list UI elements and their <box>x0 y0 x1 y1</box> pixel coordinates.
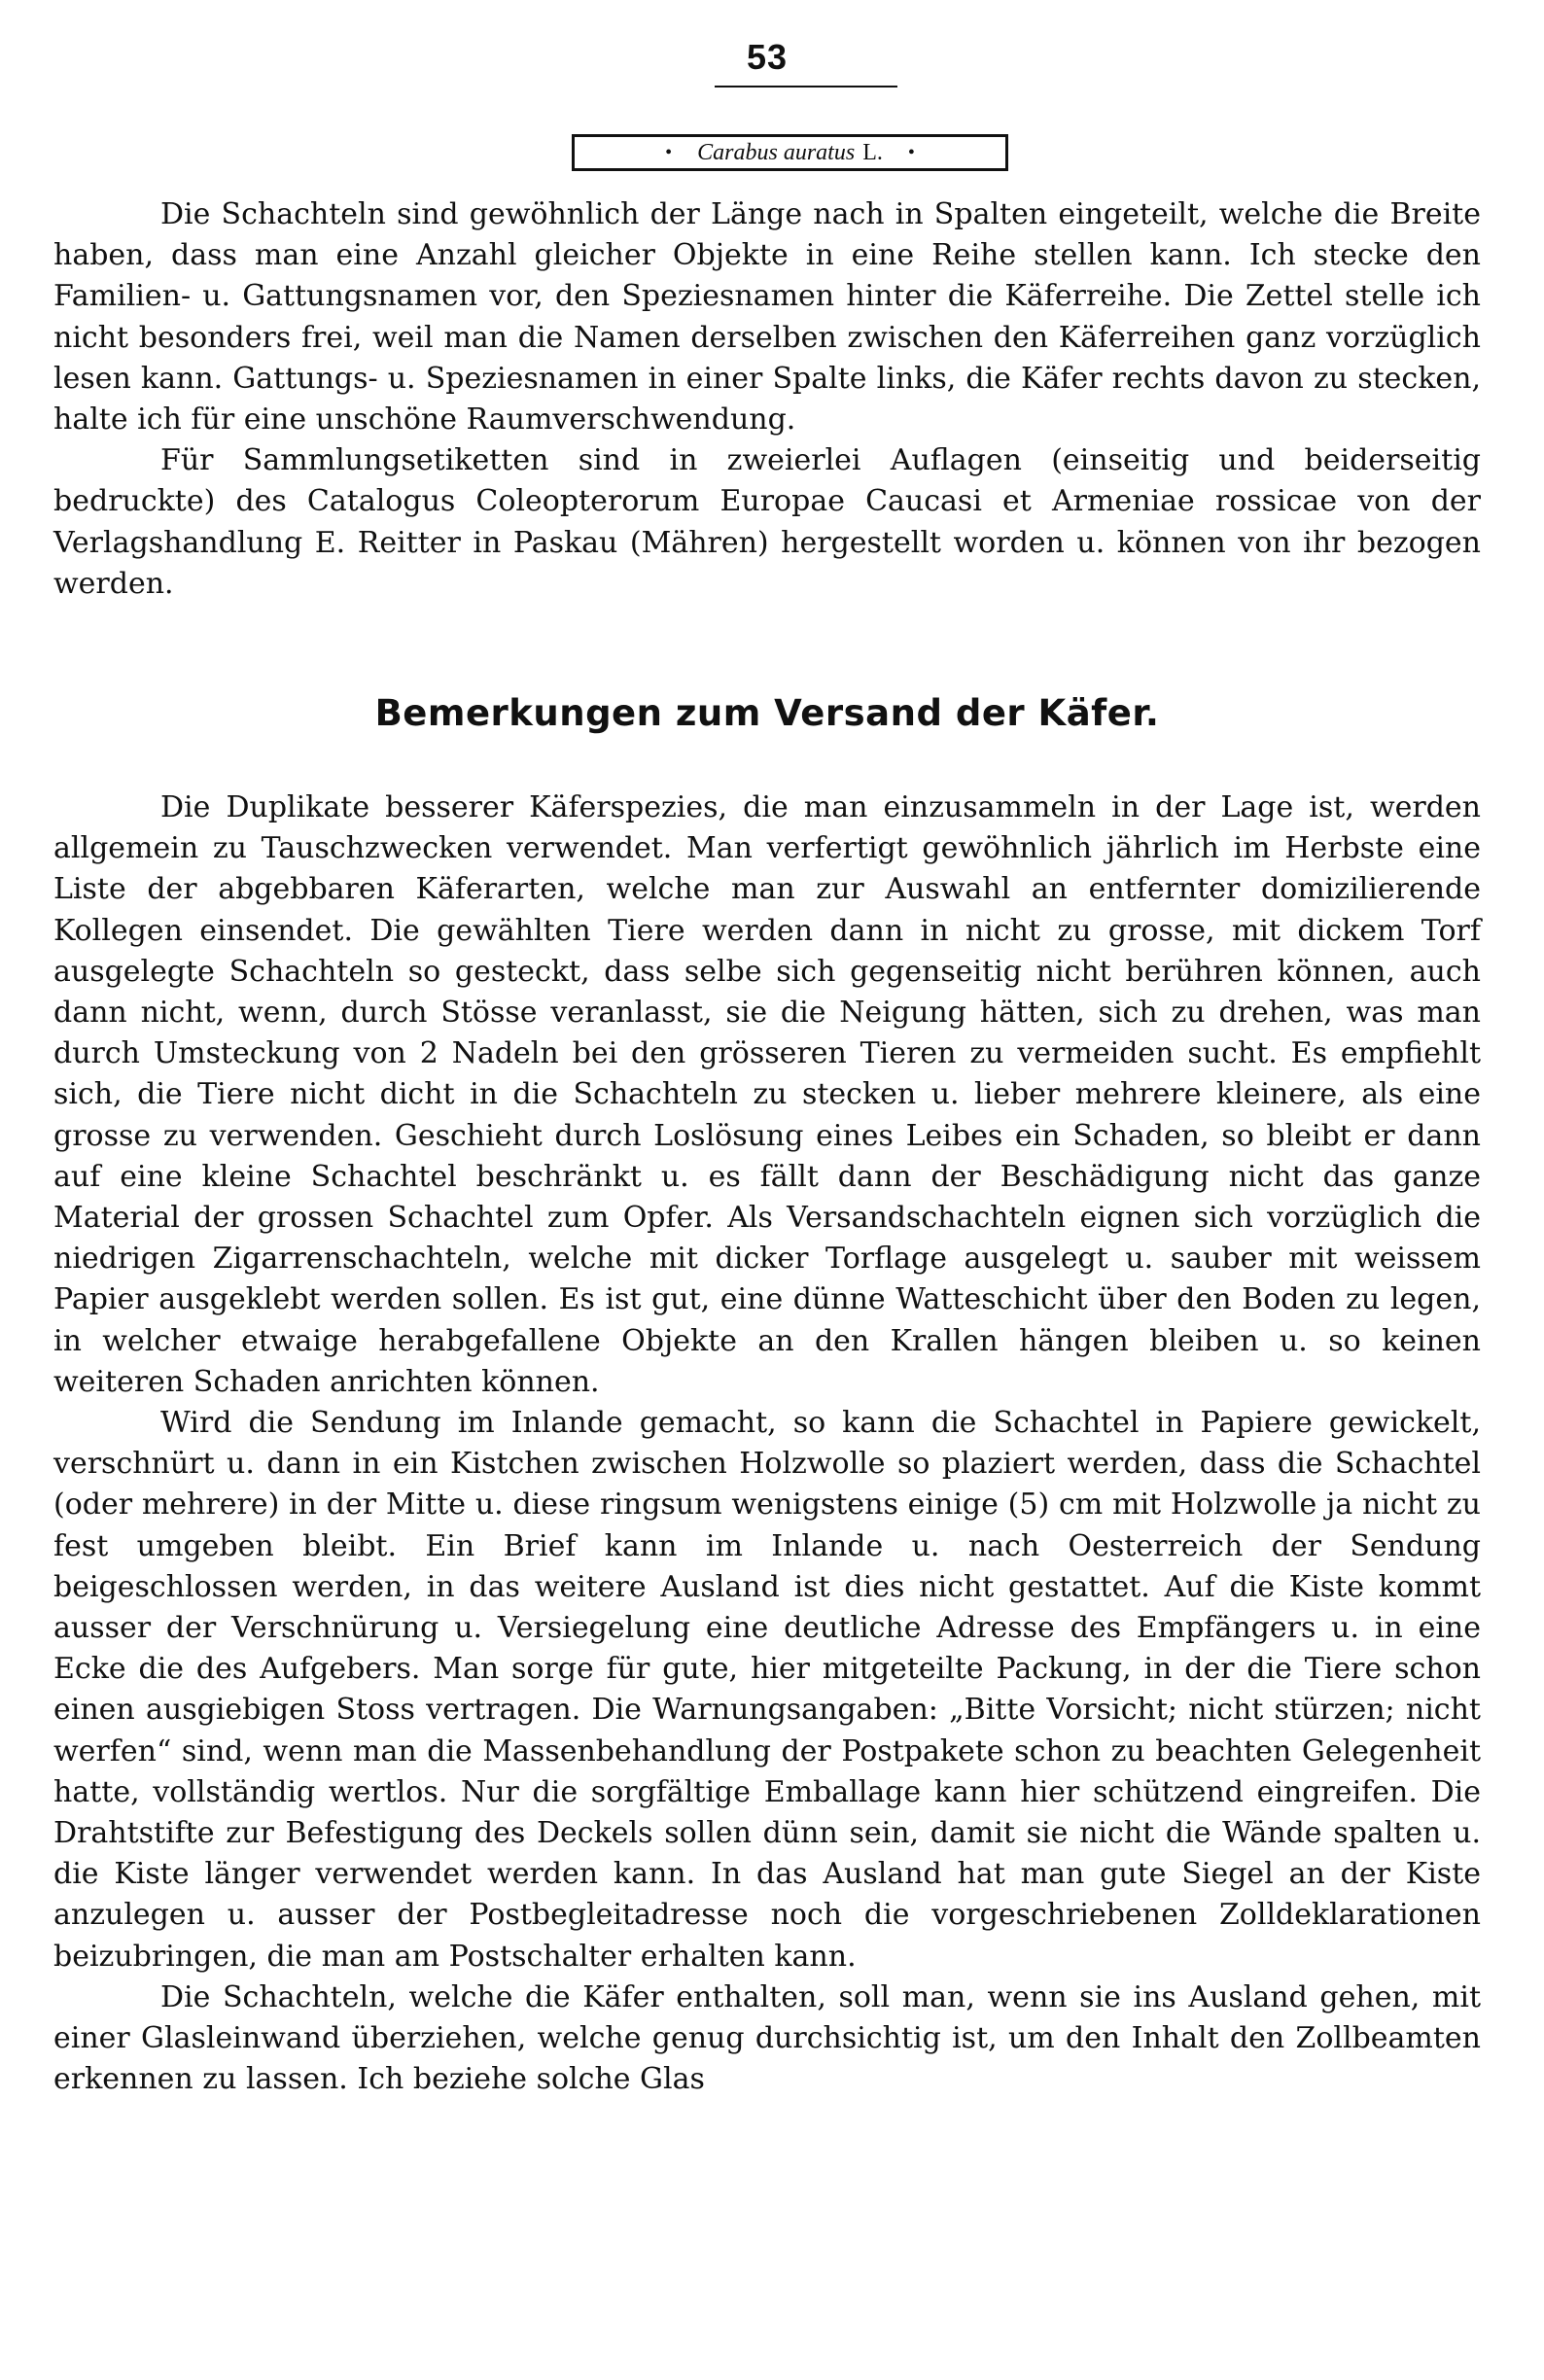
running-head-species: Carabus auratus <box>697 139 856 165</box>
page-number: 53 <box>746 37 789 77</box>
running-head-bullet-left: • <box>665 141 673 163</box>
running-head-author: L. <box>862 139 883 165</box>
running-head-box <box>572 134 1008 171</box>
running-head-bullet-right: • <box>907 141 915 163</box>
paragraph: Die Schachteln, welche die Käfer enthalten, soll man, wenn sie ins Ausland gehen, mit einer Glasleinwand überziehen, welche genug durchsichtig ist, um den Inhalt den Zollbeamten erkennen zu lassen. Ich beziehe solche Glas <box>53 1979 1481 2097</box>
page-number-rule <box>715 86 897 88</box>
intro-text-block <box>53 194 1481 605</box>
document-page <box>53 0 1481 2380</box>
paragraph: Für Sammlungsetiketten sind in zweierlei Auflagen (einseitig und beiderseitig bedruckte) des Catalogus Coleopterorum Europae Caucasi et Armeniae rossicae von der Verlagshandlung E. Reitter in Paskau (Mähren) hergestellt worden u. können von ihr bezogen werden. <box>53 443 1481 601</box>
section-text-block <box>53 788 1481 2101</box>
paragraph: Die Duplikate besserer Käferspezies, die man einzusammeln in der Lage ist, werden allgemein zu Tauschzwecken verwendet. Man verfertigt gewöhnlich jährlich im Herbste eine Liste der abgebbaren Käferarten, welche man zur Auswahl an entfernter domizilierende Kollegen einsendet. Die gewählten Tiere werden dann in nicht zu grosse, mit dickem Torf ausgelegte Schachteln so gesteckt, dass selbe sich gegenseitig nicht berühren können, auch dann nicht, wenn, durch Stösse veranlasst, sie die Neigung hätten, sich zu drehen, was man durch Umsteckung von 2 Nadeln bei den grösseren Tieren zu vermeiden sucht. Es empfiehlt sich, die Tiere nicht dicht in die Schachteln zu stecken u. lieber mehrere kleinere, als eine grosse zu verwenden. Geschieht durch Loslösung eines Leibes ein Schaden, so bleibt er dann auf eine kleine Schachtel beschränkt u. es fällt dann der Beschädigung nicht das ganze Material der grossen Schachtel zum Opfer. Als Versandschachteln eignen sich vorzüglich die niedrigen Zigarrenschachteln, welche mit dicker Torflage ausgelegt u. sauber mit weissem Papier ausgeklebt werden sollen. Es ist gut, eine dünne Watteschicht über den Boden zu legen, in welcher etwaige herabgefallene Objekte an den Krallen hängen bleiben u. so keinen weiteren Schaden anrichten können. <box>53 790 1481 1399</box>
section-heading: Bemerkungen zum Versand der Käfer. <box>374 692 1160 734</box>
paragraph: Wird die Sendung im Inlande gemacht, so kann die Schachtel in Papiere gewickelt, verschnürt u. dann in ein Kistchen zwischen Holzwolle so plaziert werden, dass die Schachtel (oder mehrere) in der Mitte u. diese ringsum wenigstens einige (5) cm mit Holzwolle ja nicht zu fest umgeben bleibt. Ein Brief kann im Inlande u. nach Oesterreich der Sendung beigeschlossen werden, in das weitere Ausland ist dies nicht gestattet. Auf die Kiste kommt ausser der Verschnürung u. Versiegelung eine deutliche Adresse des Empfängers u. in eine Ecke die des Aufgebers. Man sorge für gute, hier mitgeteilte Packung, in der die Tiere schon einen ausgiebigen Stoss vertragen. Die Warnungsangaben: „Bitte Vorsicht; nicht stürzen; nicht werfen“ sind, wenn man die Massenbehandlung der Postpakete schon zu beachten Gelegenheit hatte, vollständig wertlos. Nur die sorgfältige Emballage kann hier schützend eingreifen. Die Drahtstifte zur Befestigung des Deckels sollen dünn sein, damit sie nicht die Wände spalten u. die Kiste länger verwendet werden kann. In das Ausland hat man gute Siegel an der Kiste anzulegen u. ausser der Postbegleitadresse noch die vorgeschriebenen Zolldeklarationen beizubringen, die man am Postschalter erhalten kann. <box>53 1406 1481 1974</box>
paragraph: Die Schachteln sind gewöhnlich der Länge nach in Spalten eingeteilt, welche die Breite haben, dass man eine Anzahl gleicher Objekte in eine Reihe stellen kann. Ich stecke den Familien- u. Gattungsnamen vor, den Speziesnamen hinter die Käferreihe. Die Zettel stelle ich nicht besonders frei, weil man die Namen derselben zwischen den Käferreihen ganz vorzüglich lesen kann. Gattungs- u. Speziesnamen in einer Spalte links, die Käfer rechts davon zu stecken, halte ich für eine unschöne Raumverschwendung. <box>53 197 1481 438</box>
